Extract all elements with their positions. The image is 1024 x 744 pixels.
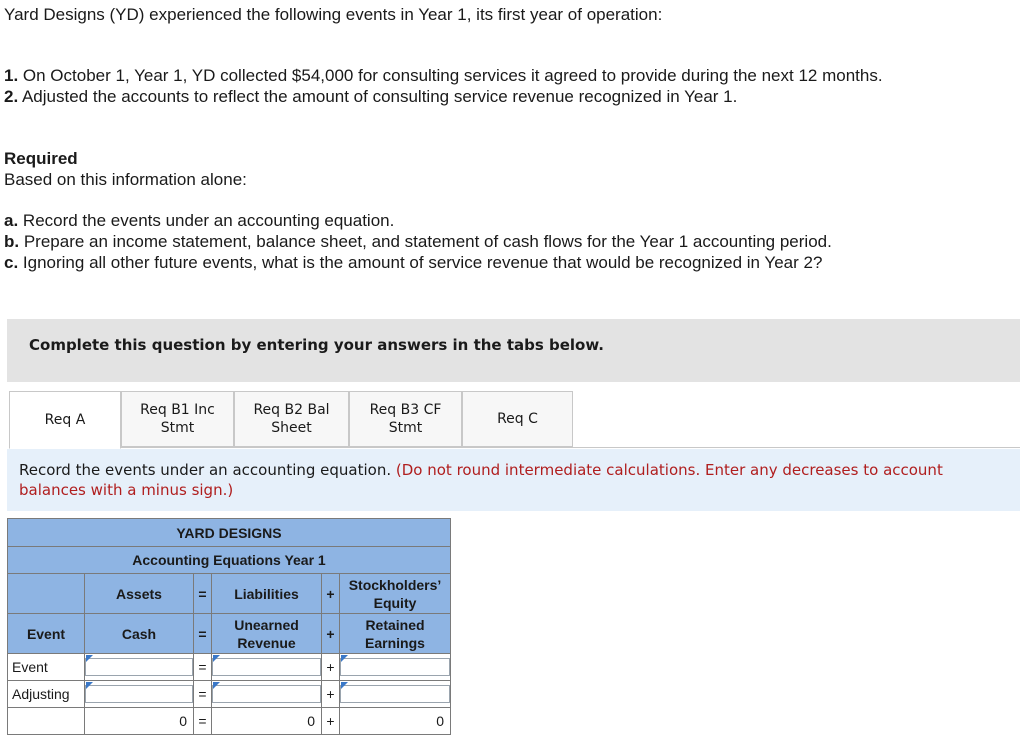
table-title: YARD DESIGNS	[8, 519, 451, 547]
equals-sign: =	[194, 681, 212, 708]
event-1	[4, 65, 883, 86]
part-b-text: Prepare an income statement, balance sheet, and statement of cash flows for the Year 1 accounting period.	[19, 232, 832, 251]
event-2-text: Adjusted the accounts to reflect the amount of consulting service revenue recognized in Year 1.	[18, 87, 738, 106]
header-stockholders-equity: Stockholders’ Equity	[340, 574, 451, 614]
total-unearned-revenue: 0	[212, 708, 322, 735]
adjusting-cash-input[interactable]	[85, 685, 193, 703]
event-2-number: 2.	[4, 87, 19, 106]
required-title: Required	[4, 149, 78, 168]
accounting-equation-table	[7, 518, 451, 735]
header-assets: Assets	[85, 574, 194, 614]
header-unearned-revenue: Unearned Revenue	[212, 614, 322, 654]
header-plus-sign: +	[322, 574, 340, 614]
header-event: Event	[8, 614, 85, 654]
part-c-letter: c.	[4, 253, 19, 272]
adjusting-retained-earnings-input[interactable]	[340, 685, 450, 703]
plus-sign: +	[322, 708, 340, 735]
part-a	[4, 210, 394, 231]
part-a-text: Record the events under an accounting equation.	[18, 211, 395, 230]
required-subtitle: Based on this information alone:	[4, 170, 247, 189]
part-c	[4, 252, 822, 273]
adjusting-unearned-revenue-input[interactable]	[212, 685, 321, 703]
table-row	[8, 654, 451, 681]
tab-req-b2[interactable]: Req B2 Bal Sheet	[234, 391, 349, 447]
tab-req-c[interactable]: Req C	[462, 391, 573, 447]
header-blank	[8, 574, 85, 614]
equals-sign: =	[194, 708, 212, 735]
part-a-letter: a.	[4, 211, 19, 230]
event-1-number: 1.	[4, 66, 19, 85]
part-c-text: Ignoring all other future events, what is the amount of service revenue that would be recognized in Year 2?	[18, 253, 823, 272]
header-retained-earnings: Retained Earnings	[340, 614, 451, 654]
event-1-text: On October 1, Year 1, YD collected $54,000 for consulting services it agreed to provide during the next 12 months.	[18, 66, 883, 85]
event-retained-cell	[340, 654, 451, 681]
header-cash: Cash	[85, 614, 194, 654]
question-intro: Yard Designs (YD) experienced the following events in Year 1, its first year of operation:	[4, 5, 663, 24]
event-2	[4, 86, 737, 107]
instructions-banner: Complete this question by entering your answers in the tabs below.	[7, 319, 1020, 382]
header-liabilities: Liabilities	[212, 574, 322, 614]
equals-sign: =	[194, 654, 212, 681]
totals-label-blank	[8, 708, 85, 735]
instruction-text: Record the events under an accounting equation.	[19, 461, 392, 479]
row-label-event: Event	[8, 654, 85, 681]
tab-divider	[9, 447, 1020, 448]
adjusting-retained-cell	[340, 681, 451, 708]
table-row	[8, 681, 451, 708]
plus-sign: +	[322, 654, 340, 681]
tab-req-a[interactable]: Req A	[9, 391, 121, 449]
requirement-instruction	[7, 449, 1020, 511]
header-plus-sign-2: +	[322, 614, 340, 654]
part-b-letter: b.	[4, 232, 20, 251]
tab-req-b1[interactable]: Req B1 Inc Stmt	[121, 391, 234, 447]
tab-req-b3[interactable]: Req B3 CF Stmt	[349, 391, 462, 447]
event-unearned-cell	[212, 654, 322, 681]
totals-row	[8, 708, 451, 735]
event-retained-earnings-input[interactable]	[340, 658, 450, 676]
part-b	[4, 231, 832, 252]
header-equals-sign: =	[194, 574, 212, 614]
event-cash-input[interactable]	[85, 658, 193, 676]
adjusting-cash-cell	[85, 681, 194, 708]
row-label-adjusting: Adjusting	[8, 681, 85, 708]
total-retained-earnings: 0	[340, 708, 451, 735]
adjusting-unearned-cell	[212, 681, 322, 708]
header-equals-sign-2: =	[194, 614, 212, 654]
event-unearned-revenue-input[interactable]	[212, 658, 321, 676]
table-subtitle: Accounting Equations Year 1	[8, 547, 451, 574]
instruction-note: (Do not round intermediate calculations. Enter any decreases to account balances with a minus sign.)	[19, 461, 943, 499]
plus-sign: +	[322, 681, 340, 708]
event-cash-cell	[85, 654, 194, 681]
total-cash: 0	[85, 708, 194, 735]
